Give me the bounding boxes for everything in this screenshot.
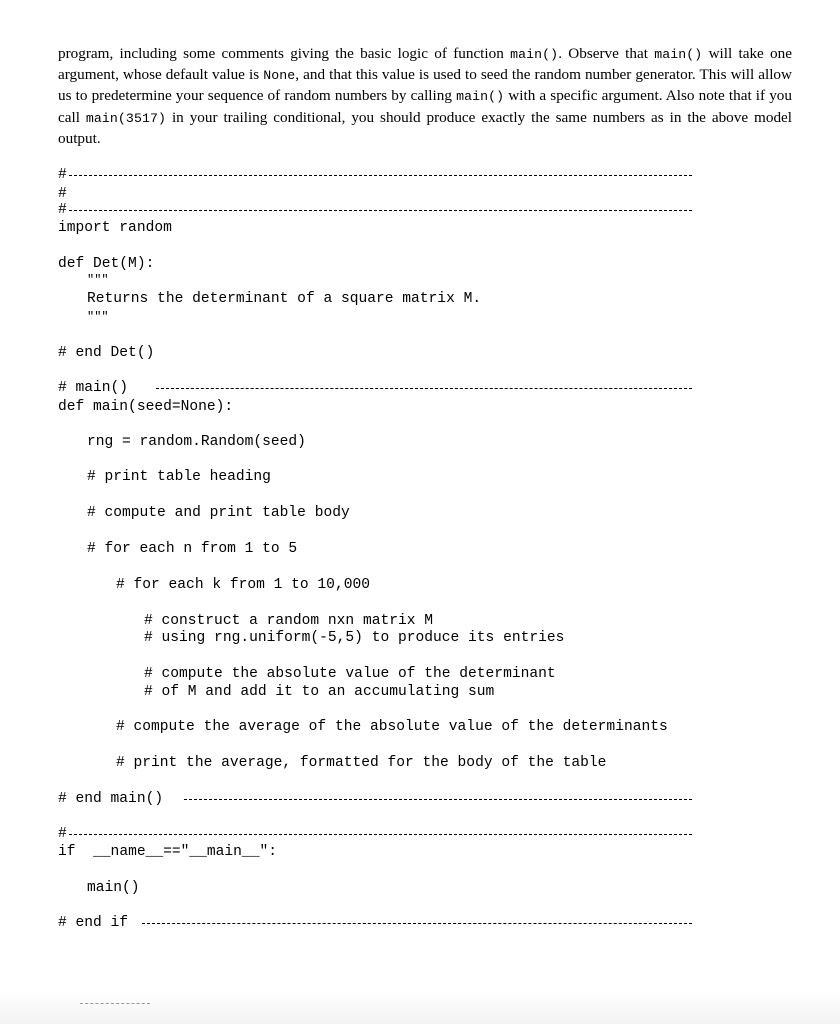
page-bottom-marks: [80, 1003, 150, 1004]
end-main-line: [58, 790, 692, 808]
comment-construct: # construct a random nxn matrix M: [144, 613, 434, 629]
end-if-comment: # end if: [58, 915, 129, 931]
if-line: [58, 843, 277, 861]
separator-top: [58, 166, 692, 184]
intro-code-main-2: main(): [654, 47, 703, 62]
comment-for-n: # for each n from 1 to 5: [87, 541, 298, 557]
if-main-string: __main__: [189, 844, 260, 860]
intro-code-main: main(): [510, 47, 559, 62]
main-comment: # main(): [58, 380, 129, 396]
comment-using-rng: # using rng.uniform(-5,5) to produce its entries: [144, 630, 565, 646]
def-det-line: def Det(M):: [58, 256, 155, 272]
if-name: __name__: [93, 844, 164, 860]
dashed-rule: [69, 210, 692, 211]
dashed-rule: [69, 834, 692, 835]
docstring-open: """: [87, 273, 109, 287]
rng-line: rng = random.Random(seed): [87, 434, 306, 450]
if-end: ":: [259, 844, 277, 860]
intro-text-4: , and that this value is used to seed the random number generator. This will allow us to predetermine your sequence of random numbers by calling: [58, 66, 792, 105]
comment-hash: #: [58, 826, 67, 842]
page-bottom-shade: [0, 990, 840, 1024]
end-if-line: [58, 914, 692, 932]
comment-print-heading: # print table heading: [87, 469, 271, 485]
dashed-rule: [69, 175, 692, 176]
end-det-comment: # end Det(): [58, 345, 155, 361]
end-main-comment: # end main(): [58, 791, 164, 807]
if-equals: ==": [163, 844, 190, 860]
if-keyword: if: [58, 844, 85, 860]
def-main-line: def main(seed=None):: [58, 399, 234, 415]
comment-accumulate: # of M and add it to an accumulating sum: [144, 684, 495, 700]
separator-bottom: [58, 201, 692, 219]
intro-paragraph: [58, 44, 792, 149]
dashed-rule: [184, 799, 692, 800]
separator-if: [58, 825, 692, 843]
intro-code-none: None: [263, 68, 296, 84]
import-line: import random: [58, 220, 172, 236]
intro-text-6: in your trailing conditional, you should produce exactly the same numbers as in the above model output.: [58, 108, 792, 147]
comment-hash-line: #: [58, 186, 67, 202]
intro-text-2: . Observe that: [558, 45, 655, 62]
main-call: main(): [87, 880, 140, 896]
docstring-text: Returns the determinant of a square matrix M.: [87, 291, 482, 307]
dashed-rule: [156, 388, 692, 389]
intro-text-1: program, including some comments giving the basic logic of function: [58, 45, 511, 62]
docstring-close: """: [87, 310, 109, 324]
comment-hash: #: [58, 167, 67, 183]
comment-table-body: # compute and print table body: [87, 505, 350, 521]
intro-text-3: will take one argument, whose default value is: [58, 45, 792, 84]
comment-for-k: # for each k from 1 to 10,000: [116, 577, 370, 593]
comment-average: # compute the average of the absolute value of the determinants: [116, 719, 668, 735]
dashed-rule: [142, 923, 692, 924]
comment-hash: #: [58, 202, 67, 218]
main-header-line: [58, 379, 692, 397]
comment-compute-abs: # compute the absolute value of the determinant: [144, 666, 556, 682]
intro-code-main-3: main(): [456, 89, 505, 105]
comment-print-average: # print the average, formatted for the body of the table: [116, 755, 607, 771]
intro-code-main-3517: main(3517): [85, 110, 166, 126]
intro-text-5: with a specific argument. Also note that if you call: [58, 87, 792, 126]
